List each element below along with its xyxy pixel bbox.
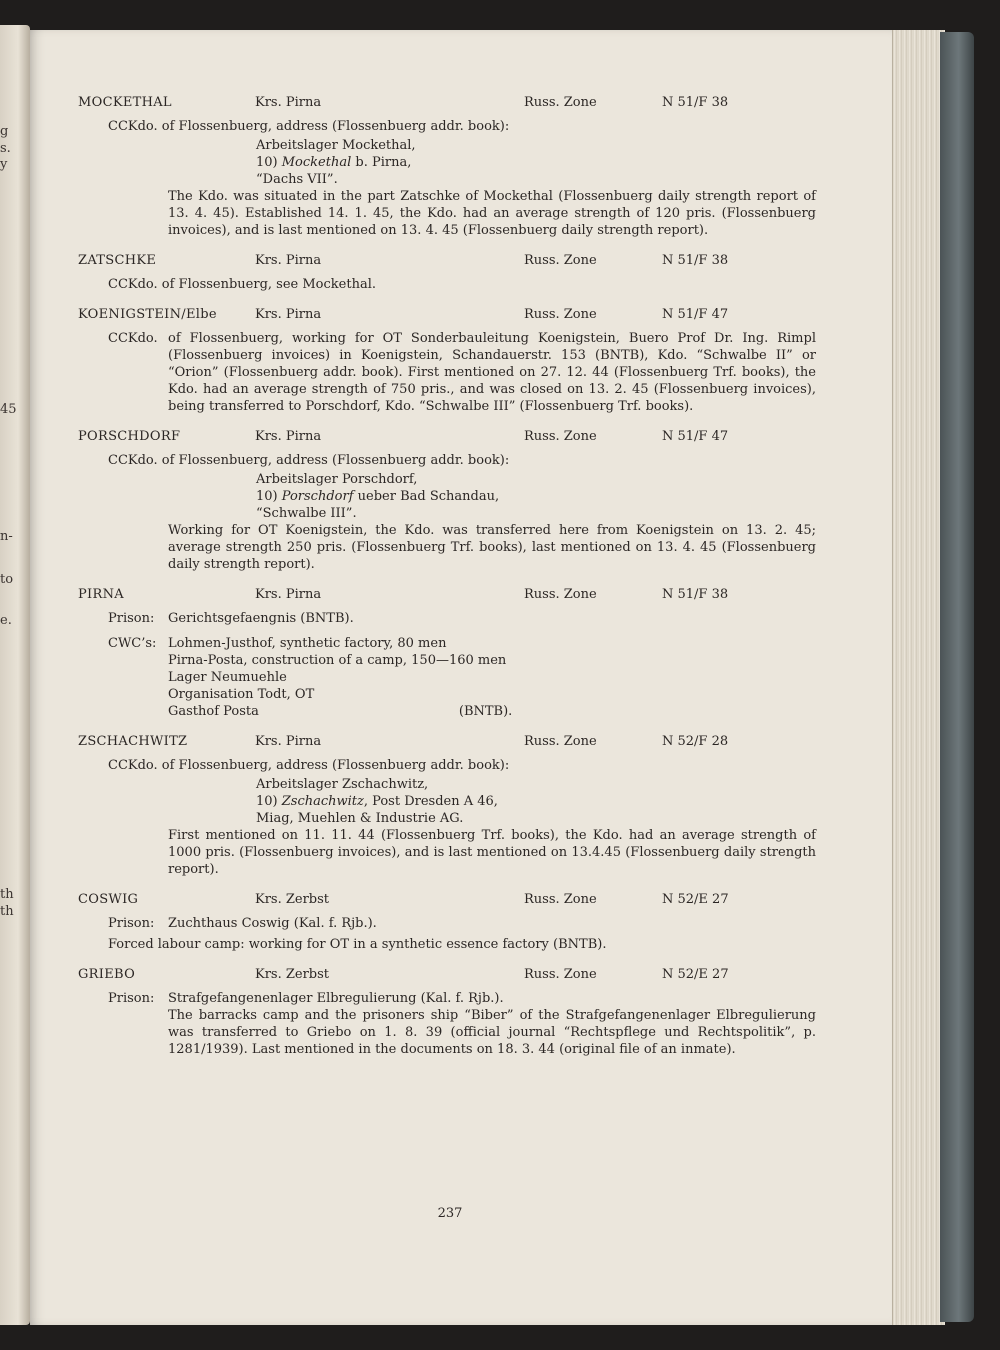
entry-heading xyxy=(78,966,816,986)
prison-value: Gerichtsgefaengnis (BNTB). xyxy=(168,611,354,626)
facing-page-fragment: g xyxy=(0,124,9,139)
entry-porschdorf xyxy=(78,428,816,573)
entry-description: Working for OT Koenigstein, the Kdo. was transferred here from Koenigstein on 13. 2. 45; average strength 250 pris. (Flossenbuerg Trf. books), last mentioned on 13. 4. 45 (Flossenbuerg daily strength report). xyxy=(168,523,816,572)
district: Krs. Pirna xyxy=(255,587,322,602)
entry-heading xyxy=(78,586,816,606)
entry-zschachwitz xyxy=(78,733,816,878)
cwc-list xyxy=(168,635,816,720)
page-number: 237 xyxy=(437,1206,463,1221)
facing-page-fragment: to xyxy=(0,572,14,587)
cwc-item: Gasthof Posta (BNTB). xyxy=(168,704,513,719)
entry-intro xyxy=(78,330,816,415)
page-content xyxy=(78,94,816,1071)
facing-page-fragment: s. xyxy=(0,141,11,156)
place-name: MOCKETHAL xyxy=(78,95,172,110)
district: Krs. Zerbst xyxy=(255,892,330,907)
map-grid-ref: N 51/F 38 xyxy=(662,587,729,602)
address-line: 10) Porschdorf ueber Bad Schandau, xyxy=(256,489,500,504)
zone: Russ. Zone xyxy=(524,307,597,322)
facing-page-edge xyxy=(0,25,30,1325)
prison-label: Prison: xyxy=(108,916,155,931)
place-name: COSWIG xyxy=(78,892,139,907)
district: Krs. Pirna xyxy=(255,95,322,110)
entry-zatschke xyxy=(78,252,816,293)
place-name: PIRNA xyxy=(78,587,124,602)
map-grid-ref: N 51/F 47 xyxy=(662,307,729,322)
map-grid-ref: N 51/F 38 xyxy=(662,95,729,110)
address-block xyxy=(78,471,816,522)
entry-mockethal xyxy=(78,94,816,239)
address-line: “Schwalbe III”. xyxy=(256,506,357,521)
cwc-label: CWC’s: xyxy=(108,636,157,651)
entry-description: of Flossenbuerg, working for OT Sonderbauleitung Koenigstein, Buero Prof Dr. Ing. Rimpl (Flossenbuerg invoices) in Koenigstein, Schandauerstr. 153 (BNTB), Kdo. “Schwalbe II” or “Orion” (Flossenbuerg addr. book). First mentioned on 27. 12. 44 (Flossenbuerg Trf. books), the Kdo. had an average strength of 750 pris., and was closed on 13. 2. 45 (Flossenbuerg invoices), being transferred to Porschdorf, Kdo. “Schwalbe III” (Flossenbuerg Trf. books). xyxy=(168,331,816,414)
map-grid-ref: N 51/F 47 xyxy=(662,429,729,444)
entry-description: The Kdo. was situated in the part Zatschke of Mockethal (Flossenbuerg daily strength report of 13. 4. 45). Established 14. 1. 45, the Kdo. had an average strength of 120 pris. (Flossenbuerg invoices), and is last mentioned on 13. 4. 45 (Flossenbuerg daily strength report). xyxy=(168,189,816,238)
facing-page-fragment: e. xyxy=(0,613,12,628)
district: Krs. Pirna xyxy=(255,253,322,268)
zone: Russ. Zone xyxy=(524,253,597,268)
place-name: KOENIGSTEIN/Elbe xyxy=(78,307,217,322)
address-line: Arbeitslager Zschachwitz, xyxy=(256,777,429,792)
zone: Russ. Zone xyxy=(524,429,597,444)
address-line: Arbeitslager Porschdorf, xyxy=(256,472,418,487)
place-name: PORSCHDORF xyxy=(78,429,181,444)
address-block xyxy=(78,137,816,188)
district: Krs. Pirna xyxy=(255,734,322,749)
facing-page-fragment: th xyxy=(0,904,14,919)
entry-pirna xyxy=(78,586,816,720)
zone: Russ. Zone xyxy=(524,734,597,749)
address-line: 10) Mockethal b. Pirna, xyxy=(256,155,412,170)
place-name: ZSCHACHWITZ xyxy=(78,734,188,749)
prison-value: Strafgefangenenlager Elbregulierung (Kal. f. Rjb.). xyxy=(168,991,504,1006)
entry-description: First mentioned on 11. 11. 44 (Flossenbuerg Trf. books), the Kdo. had an average strength of 1000 pris. (Flossenbuerg invoices), and is last mentioned on 13.4.45 (Flossenbuerg daily strength report). xyxy=(168,828,816,877)
prison-line xyxy=(78,915,816,932)
facing-page-fragment: th xyxy=(0,887,14,902)
entry-heading xyxy=(78,733,816,753)
cwc-item: Organisation Todt, OT xyxy=(168,687,315,702)
place-name: GRIEBO xyxy=(78,967,136,982)
map-grid-ref: N 52/E 27 xyxy=(662,967,729,982)
intro-label: CCKdo. xyxy=(108,331,158,346)
entry-intro: CCKdo. of Flossenbuerg, see Mockethal. xyxy=(108,277,376,292)
entry-heading xyxy=(78,252,816,272)
prison-line xyxy=(78,610,816,627)
entry-description: The barracks camp and the prisoners ship “Biber” of the Strafgefangenenlager Elbregulierung was transferred to Griebo on 1. 8. 39 (official journal “Rechtspflege und Rechtspolitik”, p. 1281/1939). Last mentioned in the documents on 18. 3. 44 (original file of an inmate). xyxy=(168,1008,816,1057)
address-block xyxy=(78,776,816,827)
zone: Russ. Zone xyxy=(524,587,597,602)
district: Krs. Pirna xyxy=(255,429,322,444)
map-grid-ref: N 52/E 27 xyxy=(662,892,729,907)
place-name: ZATSCHKE xyxy=(78,253,157,268)
map-grid-ref: N 51/F 38 xyxy=(662,253,729,268)
cwc-block xyxy=(78,635,816,720)
entry-coswig xyxy=(78,891,816,953)
forced-labour-note: Forced labour camp: working for OT in a synthetic essence factory (BNTB). xyxy=(108,937,607,952)
address-line: “Dachs VII”. xyxy=(256,172,338,187)
entry-heading xyxy=(78,94,816,114)
entry-intro: CCKdo. of Flossenbuerg, address (Flossenbuerg addr. book): xyxy=(108,453,510,468)
entry-intro: CCKdo. of Flossenbuerg, address (Flossenbuerg addr. book): xyxy=(108,758,510,773)
entry-heading xyxy=(78,428,816,448)
address-line: 10) Zschachwitz, Post Dresden A 46, xyxy=(256,794,498,809)
facing-page-fragment: 45 xyxy=(0,402,17,417)
entry-griebo xyxy=(78,966,816,1058)
cwc-item: Pirna-Posta, construction of a camp, 150—160 men xyxy=(168,653,507,668)
address-line: Miag, Muehlen & Industrie AG. xyxy=(256,811,464,826)
book-cover-edge xyxy=(940,32,974,1322)
district: Krs. Zerbst xyxy=(255,967,330,982)
map-grid-ref: N 52/F 28 xyxy=(662,734,729,749)
zone: Russ. Zone xyxy=(524,95,597,110)
entry-intro: CCKdo. of Flossenbuerg, address (Flossenbuerg addr. book): xyxy=(108,119,510,134)
cwc-source: (BNTB). xyxy=(458,704,513,719)
prison-value: Zuchthaus Coswig (Kal. f. Rjb.). xyxy=(168,916,377,931)
address-line: Arbeitslager Mockethal, xyxy=(256,138,416,153)
cwc-item: Lohmen-Justhof, synthetic factory, 80 men xyxy=(168,636,447,651)
entry-koenigstein xyxy=(78,306,816,415)
prison-label: Prison: xyxy=(108,991,155,1006)
entry-heading xyxy=(78,891,816,911)
page-stack-edge xyxy=(892,30,945,1325)
facing-page-fragment: y xyxy=(0,157,8,172)
cwc-item: Lager Neumuehle xyxy=(168,670,287,685)
zone: Russ. Zone xyxy=(524,967,597,982)
entry-heading xyxy=(78,306,816,326)
zone: Russ. Zone xyxy=(524,892,597,907)
district: Krs. Pirna xyxy=(255,307,322,322)
facing-page-fragment: n- xyxy=(0,529,13,544)
prison-line xyxy=(78,990,816,1007)
prison-label: Prison: xyxy=(108,611,155,626)
